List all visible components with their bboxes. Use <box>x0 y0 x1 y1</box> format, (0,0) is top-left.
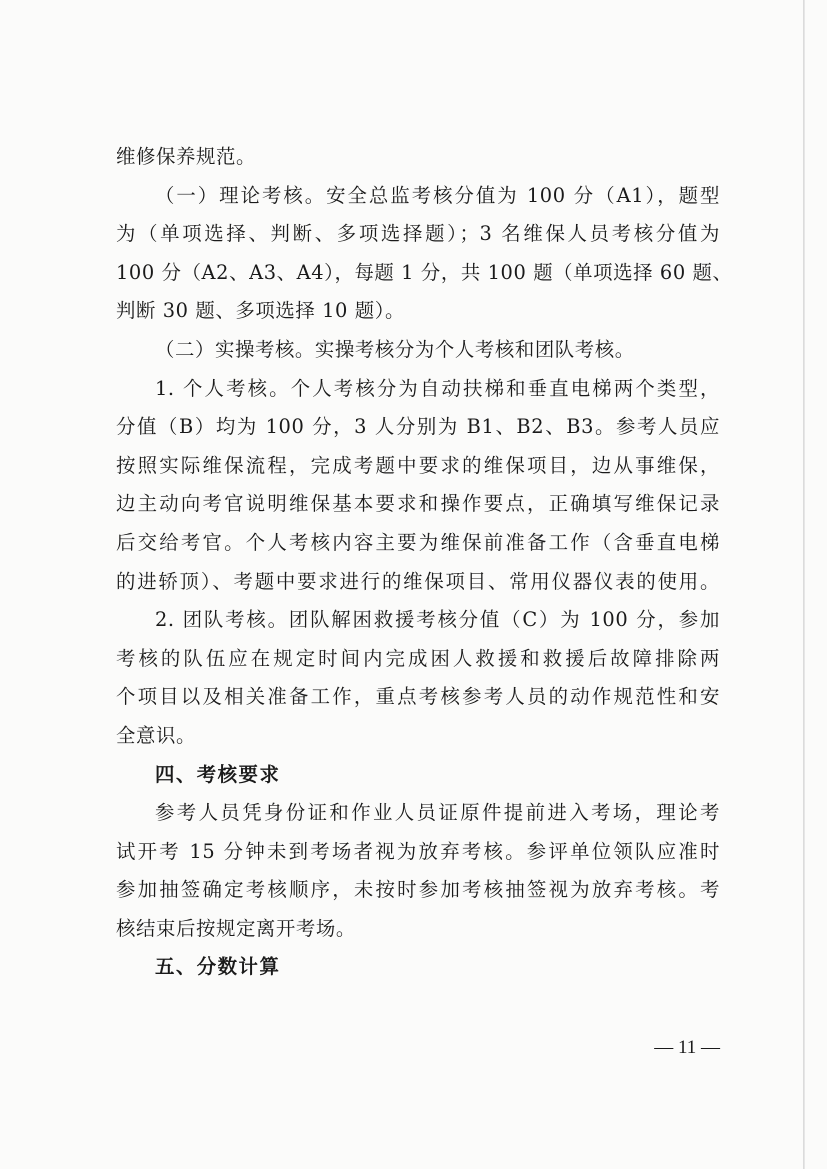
paragraph-line: 核结束后按规定离开考场。 <box>116 916 356 940</box>
paragraph-line: 后交给考官。个人考核内容主要为维保前准备工作（含垂直电梯 <box>116 530 720 554</box>
paragraph-line: 按照实际维保流程，完成考题中要求的维保项目，边从事维保， <box>116 453 720 477</box>
paragraph-line: 维修保养规范。 <box>116 145 256 168</box>
page-edge-line <box>803 0 805 1169</box>
individual-exam-paragraph-line: 1. 个人考核。个人考核分为自动扶梯和垂直电梯两个类型， <box>155 376 720 400</box>
paragraph-line: 考核的队伍应在规定时间内完成困人救援和救援后故障排除两 <box>116 646 720 670</box>
paragraph-line: 个项目以及相关准备工作，重点考核参考人员的动作规范性和安 <box>116 685 720 709</box>
paragraph-line: 边主动向考官说明维保基本要求和操作要点，正确填写维保记录 <box>116 492 720 516</box>
document-body <box>116 138 733 987</box>
paragraph-line: 参加抽签确定考核顺序，未按时参加考核抽签视为放弃考核。考 <box>116 878 720 902</box>
paragraph-line: 为（单项选择、判断、多项选择题）；3 名维保人员考核分值为 <box>116 222 720 246</box>
paragraph-line: 100 分（A2、A3、A4），每题 1 分，共 100 题（单项选择 60 题、 <box>116 260 733 284</box>
paragraph-line: 的进轿顶）、考题中要求进行的维保项目、常用仪器仪表的使用。 <box>116 569 720 593</box>
paragraph-line: 全意识。 <box>116 723 196 747</box>
page-number: — 11 — <box>654 1037 720 1058</box>
team-exam-paragraph-line: 2. 团队考核。团队解困救援考核分值（C）为 100 分，参加 <box>155 608 720 632</box>
paragraph-line: 判断 30 题、多项选择 10 题）。 <box>116 299 405 323</box>
paragraph-line: 分值（B）均为 100 分，3 人分别为 B1、B2、B3。参考人员应 <box>116 415 720 439</box>
requirements-paragraph-line: 参考人员凭身份证和作业人员证原件提前进入考场，理论考 <box>155 801 720 825</box>
theory-exam-paragraph-line: （一）理论考核。安全总监考核分值为 100 分（A1），题型 <box>155 183 720 207</box>
section-heading-score-calculation: 五、分数计算 <box>155 955 281 979</box>
section-heading-requirements: 四、考核要求 <box>155 762 281 786</box>
paragraph-line: 试开考 15 分钟未到考场者视为放弃考核。参评单位领队应准时 <box>116 839 720 863</box>
practical-exam-paragraph-line: （二）实操考核。实操考核分为个人考核和团队考核。 <box>155 337 635 361</box>
